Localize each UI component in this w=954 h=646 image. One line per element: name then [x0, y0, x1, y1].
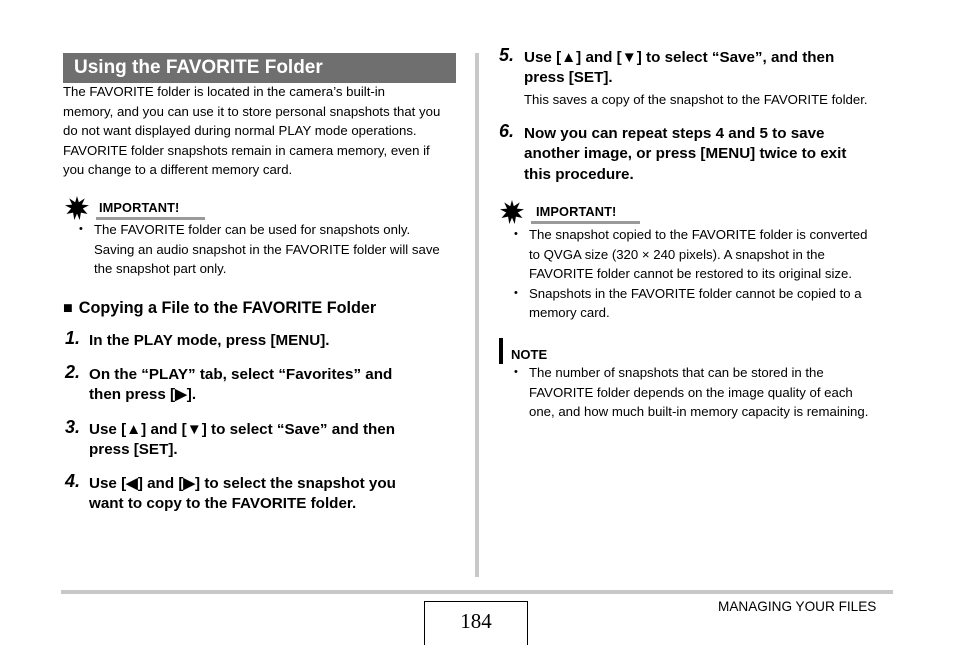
list-item: [514, 225, 899, 284]
bullet-glyph: •: [514, 228, 518, 240]
list-item-line: memory card.: [529, 305, 610, 321]
subheading: [63, 297, 376, 319]
square-bullet-icon: ■: [63, 299, 73, 317]
step-text: On the “PLAY” tab, select “Favorites” and: [89, 366, 393, 383]
note-bar-icon: [499, 338, 503, 364]
intro-line: FAVORITE folder snapshots remain in camera memory, even if: [63, 142, 430, 158]
intro-line: you change to a different memory card.: [63, 162, 293, 178]
step-text: Use [◀] and [▶] to select the snapshot you: [89, 475, 396, 492]
footer-rule: [61, 590, 893, 594]
step-text: Now you can repeat steps 4 and 5 to save: [524, 125, 825, 142]
step-number: 2.: [65, 362, 81, 382]
important-label: IMPORTANT!: [536, 204, 617, 219]
list-item: [79, 220, 459, 279]
section-title: Using the FAVORITE Folder: [63, 53, 456, 83]
step-number: 6.: [499, 121, 515, 141]
intro-paragraph: [63, 82, 458, 180]
step-text: press [SET].: [524, 69, 613, 87]
note-list: [514, 363, 899, 422]
list-item: [514, 284, 899, 323]
step-number: 5.: [499, 45, 515, 65]
list-item-line: The FAVORITE folder can be used for snapshots only.: [94, 222, 411, 237]
bullet-glyph: •: [514, 366, 518, 378]
step-number: 1.: [65, 328, 81, 348]
step-number: 3.: [65, 417, 81, 437]
list-item-line: FAVORITE folder depends on the image quality of each: [529, 384, 853, 400]
important-label: IMPORTANT!: [99, 200, 180, 215]
list-item-line: Saving an audio snapshot in the FAVORITE folder will save: [94, 241, 440, 257]
intro-line: do not want displayed during normal PLAY mode operations.: [63, 123, 417, 139]
list-item-line: The snapshot copied to the FAVORITE folder is converted: [529, 227, 868, 242]
page-number: 184: [424, 601, 528, 645]
subheading-text: Copying a File to the FAVORITE Folder: [78, 299, 377, 317]
step-text: another image, or press [MENU] twice to exit: [524, 145, 847, 163]
column-divider: [475, 53, 479, 577]
note-label: NOTE: [511, 347, 548, 362]
list-item-line: The number of snapshots that can be stored in the: [529, 365, 824, 380]
step-text: press [SET].: [89, 441, 178, 459]
important-starburst-icon: [65, 196, 89, 220]
step-text: then press [▶].: [89, 386, 197, 404]
step-text: In the PLAY mode, press [MENU].: [89, 332, 330, 349]
list-item-line: FAVORITE folder cannot be restored to its original size.: [529, 266, 852, 282]
step-number: 4.: [65, 471, 81, 491]
intro-line: The FAVORITE folder is located in the camera’s built-in: [63, 84, 386, 99]
step-text: this procedure.: [524, 165, 634, 183]
list-item-line: one, and how much built-in memory capacity is remaining.: [529, 404, 869, 420]
bullet-glyph: •: [79, 223, 83, 235]
intro-line: memory, and you can use it to store personal snapshots that you: [63, 103, 441, 119]
bullet-glyph: •: [514, 286, 518, 299]
list-item: [514, 363, 899, 422]
important-starburst-icon: [500, 200, 524, 224]
important-list-right: [514, 225, 899, 323]
footer-section-name: MANAGING YOUR FILES: [718, 599, 877, 614]
step-5-note: This saves a copy of the snapshot to the FAVORITE folder.: [524, 92, 868, 107]
list-item-line: the snapshot part only.: [94, 261, 227, 277]
list-item-line: Snapshots in the FAVORITE folder cannot be copied to a: [529, 285, 862, 301]
list-item-line: to QVGA size (320 × 240 pixels). A snapshot in the: [529, 246, 825, 262]
step-text: want to copy to the FAVORITE folder.: [89, 495, 357, 513]
step-text: Use [▲] and [▼] to select “Save” and then: [89, 421, 396, 438]
step-text: Use [▲] and [▼] to select “Save”, and then: [524, 49, 835, 66]
important-list-left: [79, 220, 459, 279]
important-underline: [531, 221, 640, 224]
